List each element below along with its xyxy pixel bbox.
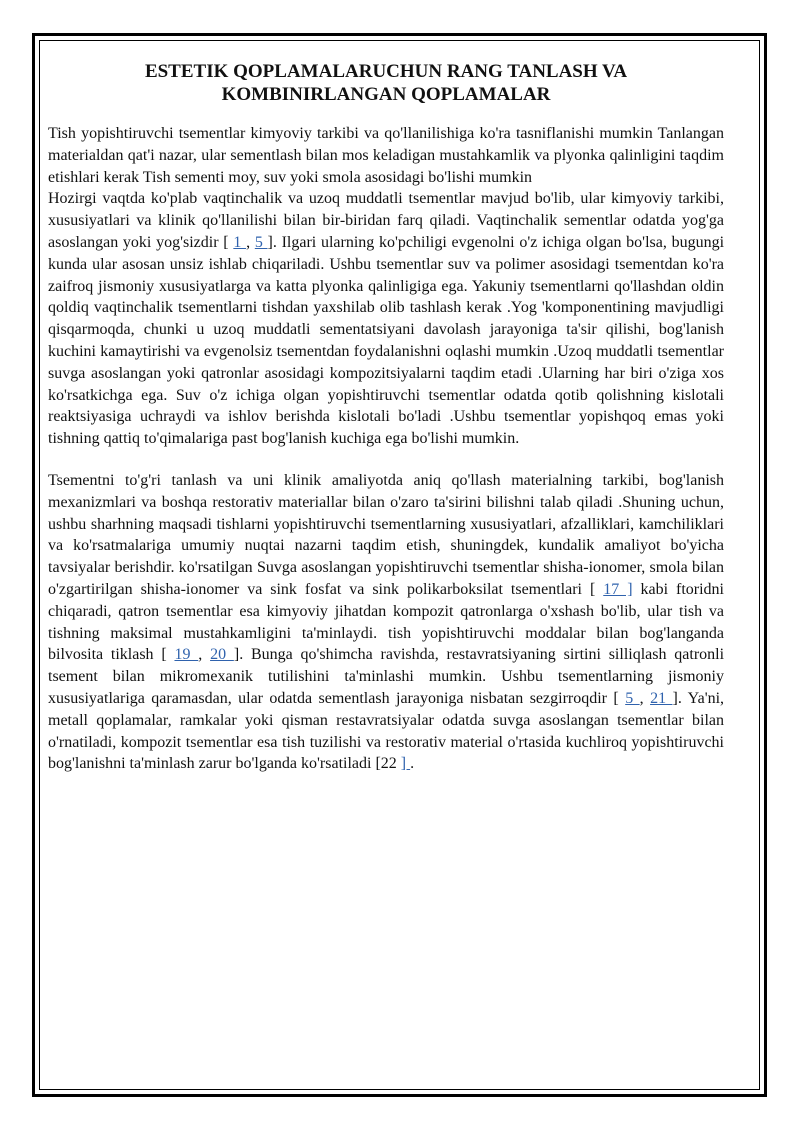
text-run: ]. Bunga qo'shimcha ravishda, restavratsiyaning sirtini silliqlash qatronli tsement bilan mikromexanik tutilishini ta'minlashi mumkin. Ushbu tsementlarning jismoniy xususiyatlariga qaramasdan, ular odatda sementlash jarayoniga nisbatan sezgirroqdir [ [48, 646, 725, 707]
paragraph-temporary-cements [48, 188, 724, 450]
citation-link-5b[interactable]: 5 [625, 689, 640, 707]
citation-link-19[interactable]: 19 [174, 646, 199, 664]
text-run: , [198, 646, 211, 664]
text-run: Hozirgi vaqtda ko'plab vaqtinchalik va uzoq muddatli tsementlar mavjud bo'lib, ular kimyoviy tarkibi, xususiyatlari va klinik qo'llanilishi bilan bir-biridan farq qiladi. Vaqtinchalik sementlar odatda yog'ga asoslangan yoki yog'sizdir [ [48, 190, 724, 251]
citation-link-20[interactable]: 20 [210, 646, 234, 664]
text-run: . [410, 755, 415, 773]
text-run: ]. Ya'ni, metall qoplamalar, ramkalar yoki qisman restavratsiyalar odatda suvga asoslangan tsementlar bilan o'rnatiladi, kompozit tsementlar esa tish tuzilishi va restorativ material o'rtasida kuchliroq yopishtiruvchi bog'lanishni ta'minlash zarur bo'lganda ko'rsatiladi [22 [48, 689, 725, 773]
text-run: , [639, 689, 651, 707]
paragraph-intro: Tish yopishtiruvchi tsementlar kimyoviy tarkibi va qo'llanilishiga ko'ra tasniflanishi mumkin Tanlangan materialdan qat'i nazar, ular sementlash bilan mos keladigan mustahkamlik va plyonka qalinligini taqdim etishlari kerak Tish sementi moy, suv yoki smola asosidagi bo'lishi mumkin [48, 125, 724, 186]
citation-link-21[interactable]: 21 [650, 689, 673, 707]
citation-link-22[interactable]: ] [400, 755, 411, 773]
citation-link-1[interactable]: 1 [233, 233, 247, 251]
citation-link-17[interactable]: 17 ] [603, 580, 633, 598]
text-run: ]. Ilgari ularning ko'pchiligi evgenolni o'z ichiga olgan bo'lsa, bugungi kunda ular asosan unsiz ishlab chiqariladi. Ushbu tsementlar suv va polimer asosidagi tsementdan ko'ra zaifroq jismoniy xususiyatlarga va katta plyonka qalinligiga ega. Yakuniy tsementlarni qo'llashdan oldin qoldiq vaqtinchalik tsementlarni tishdan yaxshilab olib tashlash kerak .Yog 'komponentining mavjudligi qisqarmoqda, chunki u uzoq muddatli sementatsiyani davolash jarayoniga ta'sir qilishi, bog'lanish kuchini kamaytirishi va evgenolsiz tsementdan foydalanishni oqlashi mumkin .Uzoq muddatli tsementlar suvga asoslangan yoki qatronlar asosidagi kompozitsiyalarni taqdim etadi .Ularning har biri o'ziga xos ko'rsatkichga ega. Suv o'z ichiga olgan yopishtiruvchi tsementlar odatda qotib qolishning kislotali reaktsiyasiga uchraydi va ishlov berishda kislotali bo'ladi .Ushbu tsementlar yopishqoq emas yoki tishning qattiq to'qimalariga past bog'lanish kuchiga ega bo'lishi mumkin. [48, 233, 725, 448]
paragraph-cement-selection [48, 470, 724, 775]
text-run: kabi ftoridni chiqaradi, qatron tsementlar esa kimyoviy jihatdan kompozit qatronlarga o'xshash bo'lib, ular tish va tishning maksimal mustahkamligini ta'minlaydi. tish yopishtiruvchi moddalar bilan bog'langanda bilvosita tiklash [ [48, 580, 725, 664]
document-title: ESTETIK QOPLAMALARUCHUN RANG TANLASH VA KOMBINIRLANGAN QOPLAMALAR [144, 61, 628, 105]
text-run: Tsementni to'g'ri tanlash va uni klinik amaliyotda aniq qo'llash materialning tarkibi, bog'lanish mexanizmlari va boshqa restorativ materiallar bilan o'zaro ta'sirini bilishni talab qiladi .Shuning uchun, ushbu sharhning maqsadi tishlarni yopishtiruvchi tsementlarning xususiyatlari, afzalliklari, kamchiliklari va ko'rsatmalariga umumiy nuqtai nazarni taqdim etish, shuningdek, kundalik amaliyot bo'yicha tavsiyalar berishdir. ko'rsatilgan Suvga asoslangan yopishtiruvchi tsementlar shisha-ionomer, smola bilan o'zgartirilgan shisha-ionomer va sink fosfat va sink polikarboksilat tsementlari [ [48, 471, 724, 598]
citation-link-5[interactable]: 5 [254, 233, 268, 251]
document-body [48, 60, 724, 775]
text-run: , [246, 233, 255, 251]
